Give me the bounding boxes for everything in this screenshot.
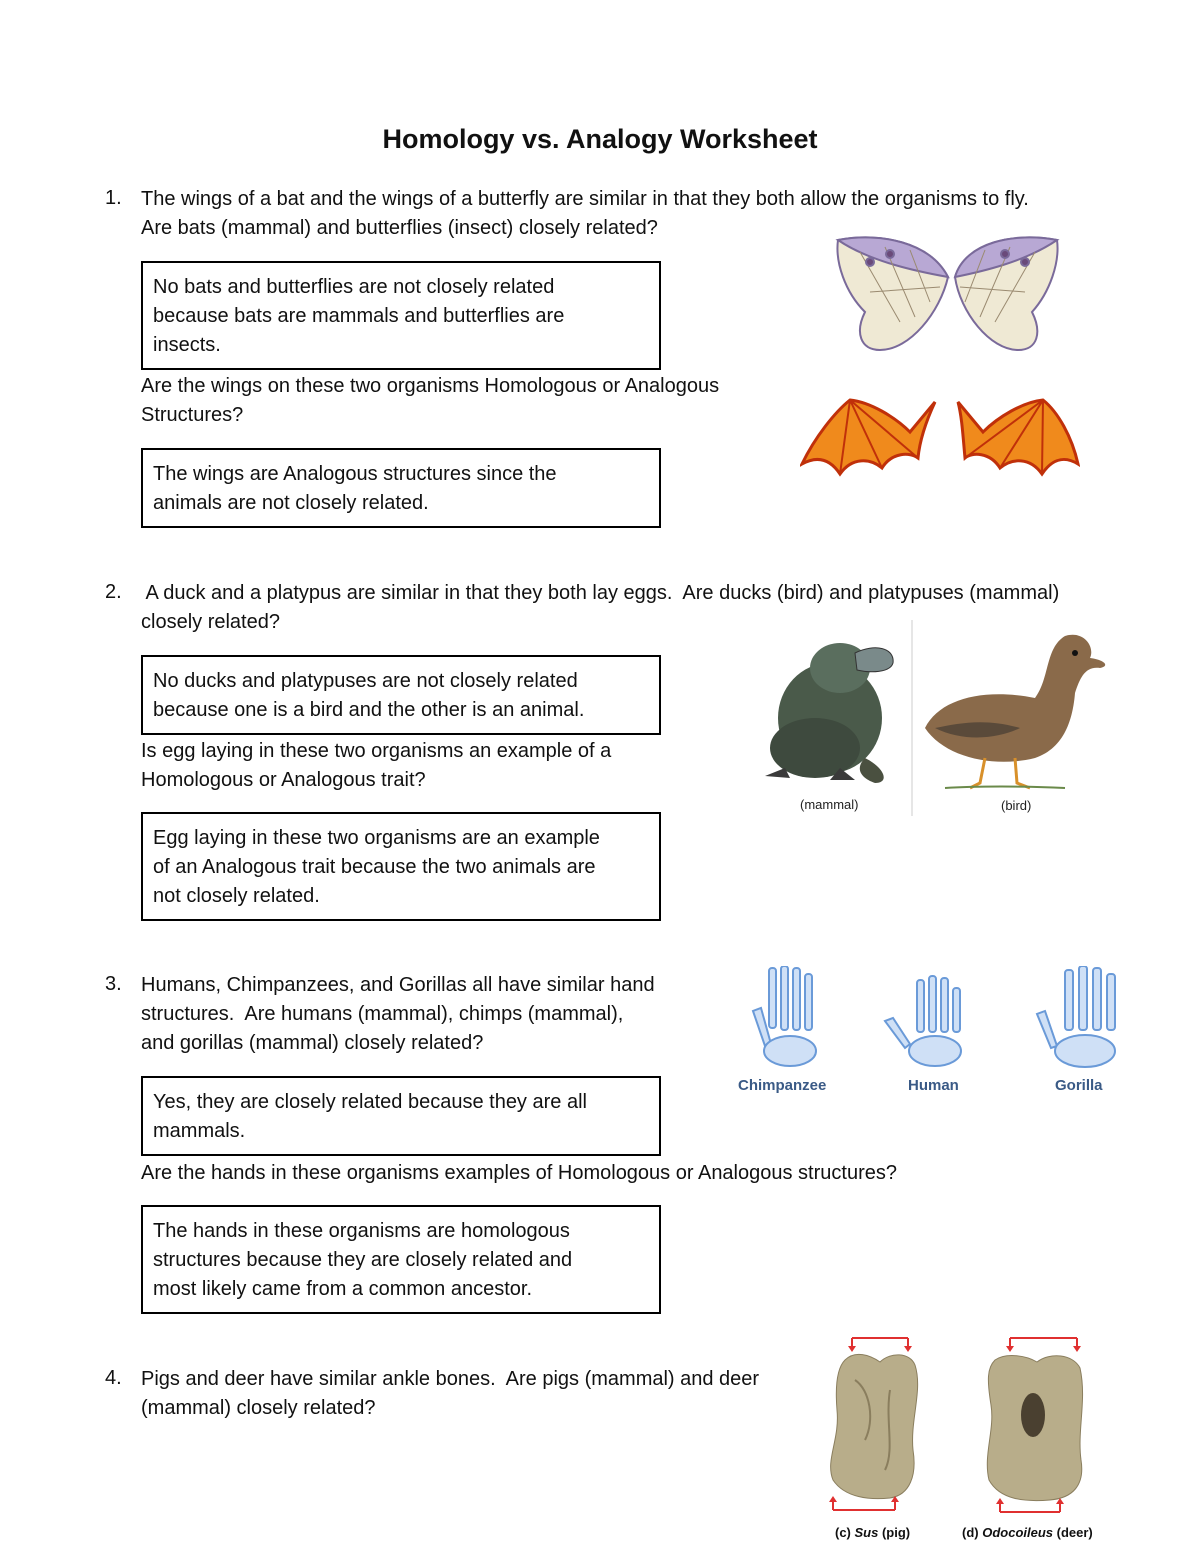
butterfly-left-wing xyxy=(837,237,948,350)
q1-answer2-line: animals are not closely related. xyxy=(153,492,429,514)
page-title: Homology vs. Analogy Worksheet xyxy=(382,124,818,154)
q2-line-1: A duck and a platypus are similar in that they both lay eggs. Are ducks (bird) and platypuses (mammal) xyxy=(141,582,1060,604)
q1-number: 1. xyxy=(105,187,122,209)
chimpanzee-hand-bones xyxy=(753,966,816,1066)
q3-answer1-box[interactable] xyxy=(141,1076,661,1156)
pig-caption-genus: Sus xyxy=(854,1525,879,1540)
q1-answer1-line: insects. xyxy=(153,334,221,356)
duck-illustration xyxy=(925,635,1105,788)
q1-answer1-line: because bats are mammals and butterflies are xyxy=(153,305,565,327)
q2-answer1-line: No ducks and platypuses are not closely related xyxy=(153,670,578,692)
q1-question2-line-1: Are the wings on these two organisms Homologous or Analogous xyxy=(141,375,720,397)
human-caption: Human xyxy=(908,1077,959,1094)
butterfly-wings-image xyxy=(830,232,1065,354)
gorilla-caption: Gorilla xyxy=(1055,1077,1103,1094)
q3-number: 3. xyxy=(105,973,122,995)
q1-answer2-line: The wings are Analogous structures since the xyxy=(153,463,557,485)
deer-ankle-bone xyxy=(987,1338,1082,1512)
human-hand-bones xyxy=(885,976,961,1066)
gorilla-hand-bones xyxy=(1037,966,1115,1067)
q1-line-2: Are bats (mammal) and butterflies (insect) closely related? xyxy=(141,217,658,239)
q2-answer2-line: of an Analogous trait because the two animals are xyxy=(153,856,596,878)
butterfly-right-wing xyxy=(955,237,1058,350)
pig-caption-common: (pig) xyxy=(878,1525,911,1540)
q2-answer2-line: not closely related. xyxy=(153,885,320,907)
q3-line-2: structures. Are humans (mammal), chimps (mammal), xyxy=(141,1003,624,1025)
pig-caption xyxy=(835,1525,910,1540)
q2-question2-line-2: Homologous or Analogous trait? xyxy=(141,769,426,791)
q2-answer2-box[interactable] xyxy=(141,812,661,921)
q3-answer1-line: Yes, they are closely related because they are all xyxy=(153,1091,587,1113)
deer-caption-genus: Odocoileus xyxy=(982,1525,1054,1540)
q2-question2-line-1: Is egg laying in these two organisms an example of a xyxy=(141,740,612,762)
platypus-duck-image xyxy=(745,618,1115,818)
q3-answer2-line: most likely came from a common ancestor. xyxy=(153,1278,533,1300)
q2-answer1-line: because one is a bird and the other is an animal. xyxy=(153,699,585,721)
q3-answer2-box[interactable] xyxy=(141,1205,661,1314)
deer-caption-prefix: (d) xyxy=(962,1525,983,1540)
hand-skeletons-image xyxy=(745,966,1145,1076)
q2-number: 2. xyxy=(105,581,122,603)
bat-left-wing xyxy=(802,400,935,474)
platypus-illustration xyxy=(765,643,893,783)
platypus-caption: (mammal) xyxy=(800,797,859,812)
q1-answer2-box[interactable] xyxy=(141,448,661,528)
q4-line-1: Pigs and deer have similar ankle bones. Are pigs (mammal) and deer xyxy=(141,1368,760,1390)
q3-line-3: and gorillas (mammal) closely related? xyxy=(141,1032,484,1054)
q3-answer2-line: structures because they are closely related and xyxy=(153,1249,573,1271)
q3-question2: Are the hands in these organisms examples of Homologous or Analogous structures? xyxy=(141,1162,897,1184)
q3-answer1-line: mammals. xyxy=(153,1120,246,1142)
q2-answer2-line: Egg laying in these two organisms are an example xyxy=(153,827,600,849)
chimpanzee-caption: Chimpanzee xyxy=(738,1077,827,1094)
q1-answer1-box[interactable] xyxy=(141,261,661,370)
q2-answer1-box[interactable] xyxy=(141,655,661,735)
deer-caption-common: (deer) xyxy=(1053,1525,1093,1540)
q1-line-1: The wings of a bat and the wings of a butterfly are similar in that they both allow the organisms to fly. xyxy=(141,188,1029,210)
bat-right-wing xyxy=(958,400,1078,474)
pig-caption-prefix: (c) xyxy=(835,1525,855,1540)
deer-caption xyxy=(962,1525,1093,1540)
ankle-bones-image xyxy=(815,1330,1095,1525)
q2-line-2: closely related? xyxy=(141,611,280,633)
duck-caption: (bird) xyxy=(1001,798,1032,813)
q4-line-2: (mammal) closely related? xyxy=(141,1397,376,1419)
pig-ankle-bone xyxy=(829,1338,918,1510)
q4-number: 4. xyxy=(105,1367,122,1389)
q3-line-1: Humans, Chimpanzees, and Gorillas all have similar hand xyxy=(141,974,655,996)
bat-wings-image xyxy=(800,392,1080,480)
q1-answer1-line: No bats and butterflies are not closely related xyxy=(153,276,555,298)
q3-answer2-line: The hands in these organisms are homologous xyxy=(153,1220,570,1242)
q1-question2-line-2: Structures? xyxy=(141,404,244,426)
